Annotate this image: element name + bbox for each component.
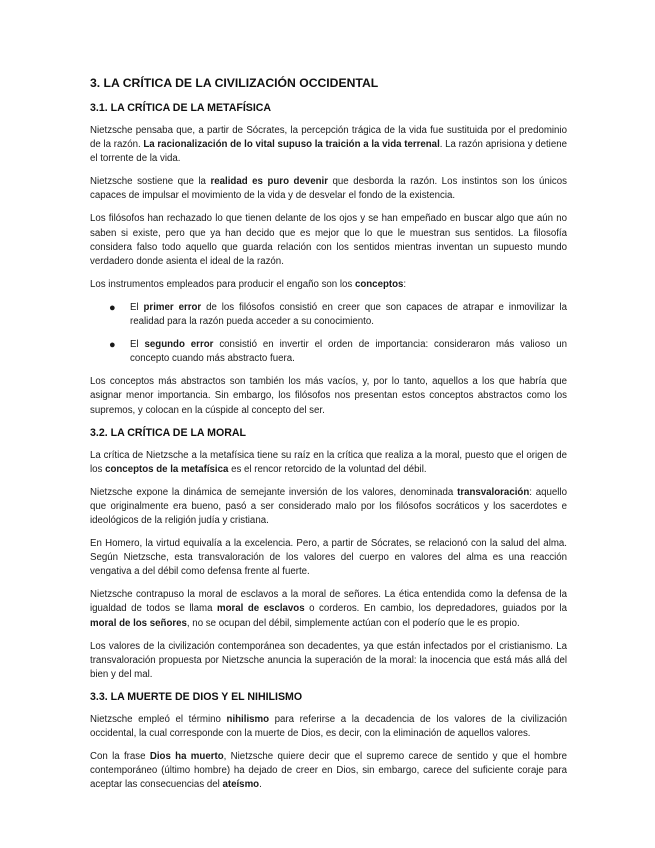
paragraph: Los filósofos han rechazado lo que tienen delante de los ojos y se han empeñado en buscar algo que aún no saben si existe, pero que ya han decido que es mejor que lo que le muestran sus sentidos. La filosofía considera falso todo aquello que guarda relación con los sentidos mientras inventan un supuesto mundo verdadero donde asienta el ideal de la razón. [90,213,567,267]
paragraph: Nietzsche sostiene que la realidad es puro devenir que desborda la razón. Los instintos son los únicos capaces de impulsar el movimiento de la vida y de desvelar el fondo de la existencia. [90,176,567,202]
bullet-icon: ● [109,301,116,314]
list-item: ● El primer error de los filósofos consistió en creer que son capaces de atrapar e inmovilizar la realidad para la razón pueda acceder a su conocimiento. [109,301,567,328]
subsection-heading-metafisica: 3.1. LA CRÍTICA DE LA METAFÍSICA [90,102,272,114]
subsection-heading-nihilismo: 3.3. LA MUERTE DE DIOS Y EL NIHILISMO [90,690,303,703]
paragraph: Nietzsche expone la dinámica de semejante inversión de los valores, denominada transvaloración: aquello que originalmente era bueno, pasó a ser considerado malo por los filósofos socráticos y los sacerdotes e ideológicos de la religión judía y cristiana. [90,486,567,526]
paragraph: Nietzsche empleó el término nihilismo para referirse a la decadencia de los valores de la civilización occidental, la cual corresponde con la muerte de Dios, es decir, con la eliminación de aquellos valores. [90,713,567,739]
bullet-list [90,301,567,366]
subsection-heading-moral: 3.2. LA CRÍTICA DE LA MORAL [90,426,246,439]
paragraph: Los instrumentos empleados para producir el engaño son los conceptos: [90,278,407,290]
section-title: 3. LA CRÍTICA DE LA CIVILIZACIÓN OCCIDENTAL [90,76,379,90]
paragraph: Con la frase Dios ha muerto, Nietzsche quiere decir que el supremo carece de sentido y que el hombre contemporáneo (último hombre) ha dejado de creer en Dios, sin embargo, carece del suficiente coraje para aceptar las consecuencias del ateísmo. [90,751,567,791]
paragraph: La crítica de Nietzsche a la metafísica tiene su raíz en la crítica que realiza a la moral, puesto que el origen de los conceptos de la metafísica es el rencor retorcido de la voluntad del débil. [90,449,567,475]
paragraph: Nietzsche contrapuso la moral de esclavos a la moral de señores. La ética entendida como la defensa de la igualdad de todos se llama moral de esclavos o corderos. En cambio, los depredadores, guiados por la moral de los señores, no se ocupan del débil, simplemente actúan con el poderío que le es propio. [90,589,567,629]
bullet-icon: ● [109,339,116,352]
paragraph: Los valores de la civilización contemporánea son decadentes, ya que están infectados por el cristianismo. La transvaloración propuesta por Nietzsche anuncia la superación de la moral: la inocencia que está más allá del bien y del mal. [90,640,567,680]
paragraph: Nietzsche pensaba que, a partir de Sócrates, la percepción trágica de la vida fue sustituida por el predominio de la razón. La racionalización de lo vital supuso la traición a la vida terrenal. La razón aprisiona y detiene el torrente de la vida. [90,125,567,165]
list-item: ● El segundo error consistió en invertir el orden de importancia: consideraron más valioso un concepto cuando más abstracto fuera. [109,339,567,365]
paragraph: En Homero, la virtud equivalía a la excelencia. Pero, a partir de Sócrates, se relacionó con la salud del alma. Según Nietzsche, esta transvaloración de los valores del cuerpo en valores del alma es una reacción vengativa a del débil como defensa frente al fuerte. [90,538,567,578]
paragraph: Los conceptos más abstractos son también los más vacíos, y, por lo tanto, aquellos a los que habría que asignar menor importancia. Sin embargo, los filósofos nos presentan estos conceptos abstractos como los supremos, y colocan en la cúspide al concepto del ser. [90,376,567,416]
